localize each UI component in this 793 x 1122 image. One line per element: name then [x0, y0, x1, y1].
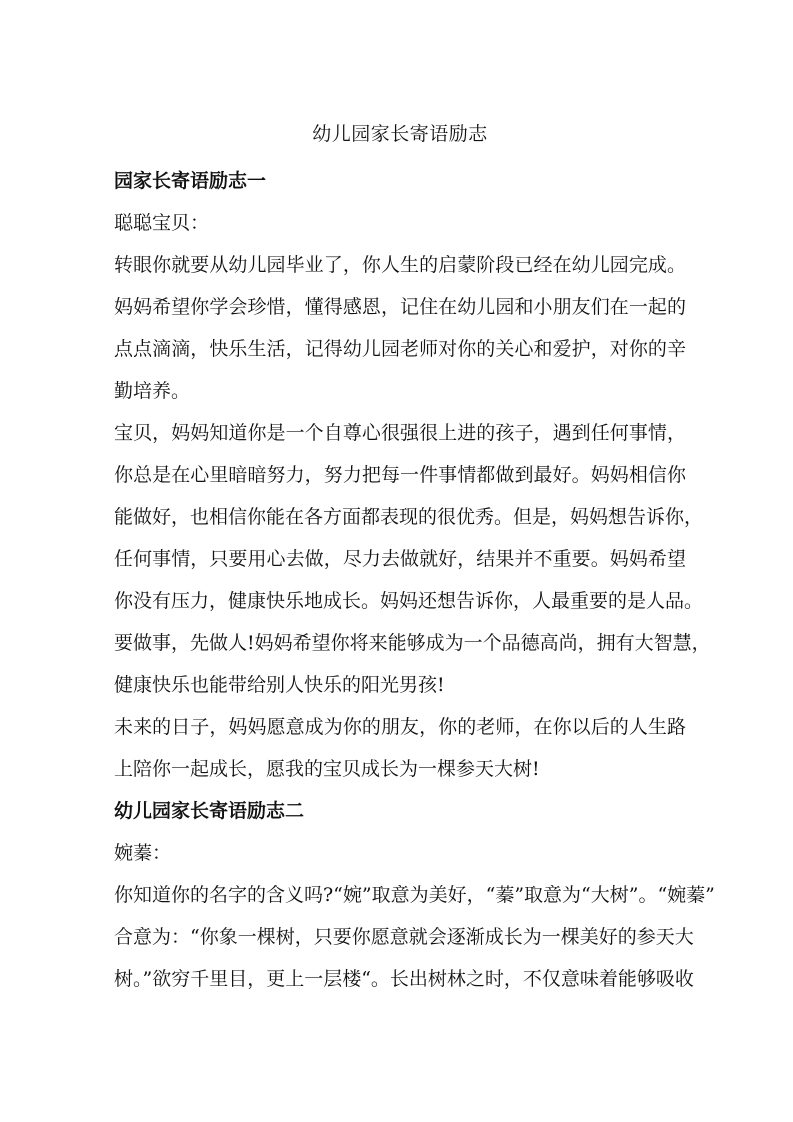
document-body [114, 160, 715, 1000]
paragraph-line: 聪聪宝贝： [114, 212, 210, 234]
paragraph-line: 未来的日子，妈妈愿意成为你的朋友，你的老师，在你以后的人生路 [114, 716, 686, 738]
paragraph-line: 要做事，先做人!妈妈希望你将来能够成为一个品德高尚，拥有大智慧， [114, 632, 711, 654]
paragraph-line: 健康快乐也能带给别人快乐的阳光男孩! [114, 674, 445, 696]
paragraph-line: 婉蓁： [114, 842, 172, 864]
paragraph-line: 你总是在心里暗暗努力，努力把每一件事情都做到最好。妈妈相信你 [114, 464, 686, 486]
paragraph-line: 能做好，也相信你能在各方面都表现的很优秀。但是，妈妈想告诉你， [114, 506, 704, 528]
paragraph-line: 点点滴滴，快乐生活，记得幼儿园老师对你的关心和爱护，对你的辛 [114, 338, 686, 360]
section-heading: 幼儿园家长寄语励志二 [114, 800, 305, 822]
paragraph-line: 勤培养。 [114, 380, 191, 402]
document-title: 幼儿园家长寄语励志 [312, 123, 488, 145]
paragraph-line: 你没有压力，健康快乐地成长。妈妈还想告诉你，人最重要的是人品。 [114, 590, 704, 612]
paragraph-line: 树。”欲穷千里目，更上一层楼“。长出树林之时，不仅意味着能够吸收 [114, 968, 694, 990]
section-heading: 园家长寄语励志一 [114, 170, 267, 192]
paragraph-line: 上陪你一起成长，愿我的宝贝成长为一棵参天大树! [114, 758, 540, 780]
paragraph-line: 转眼你就要从幼儿园毕业了，你人生的启蒙阶段已经在幼儿园完成。 [114, 254, 686, 276]
paragraph-line: 你知道你的名字的含义吗?“婉”取意为美好，“蓁”取意为“大树”。“婉蓁” [114, 884, 715, 906]
paragraph-line: 宝贝，妈妈知道你是一个自尊心很强很上进的孩子，遇到任何事情， [114, 422, 686, 444]
paragraph-line: 任何事情，只要用心去做，尽力去做就好，结果并不重要。妈妈希望 [114, 548, 686, 570]
paragraph-line: 妈妈希望你学会珍惜，懂得感恩，记住在幼儿园和小朋友们在一起的 [114, 296, 686, 318]
paragraph-line: 合意为：“你象一棵树，只要你愿意就会逐渐成长为一棵美好的参天大 [114, 926, 694, 948]
